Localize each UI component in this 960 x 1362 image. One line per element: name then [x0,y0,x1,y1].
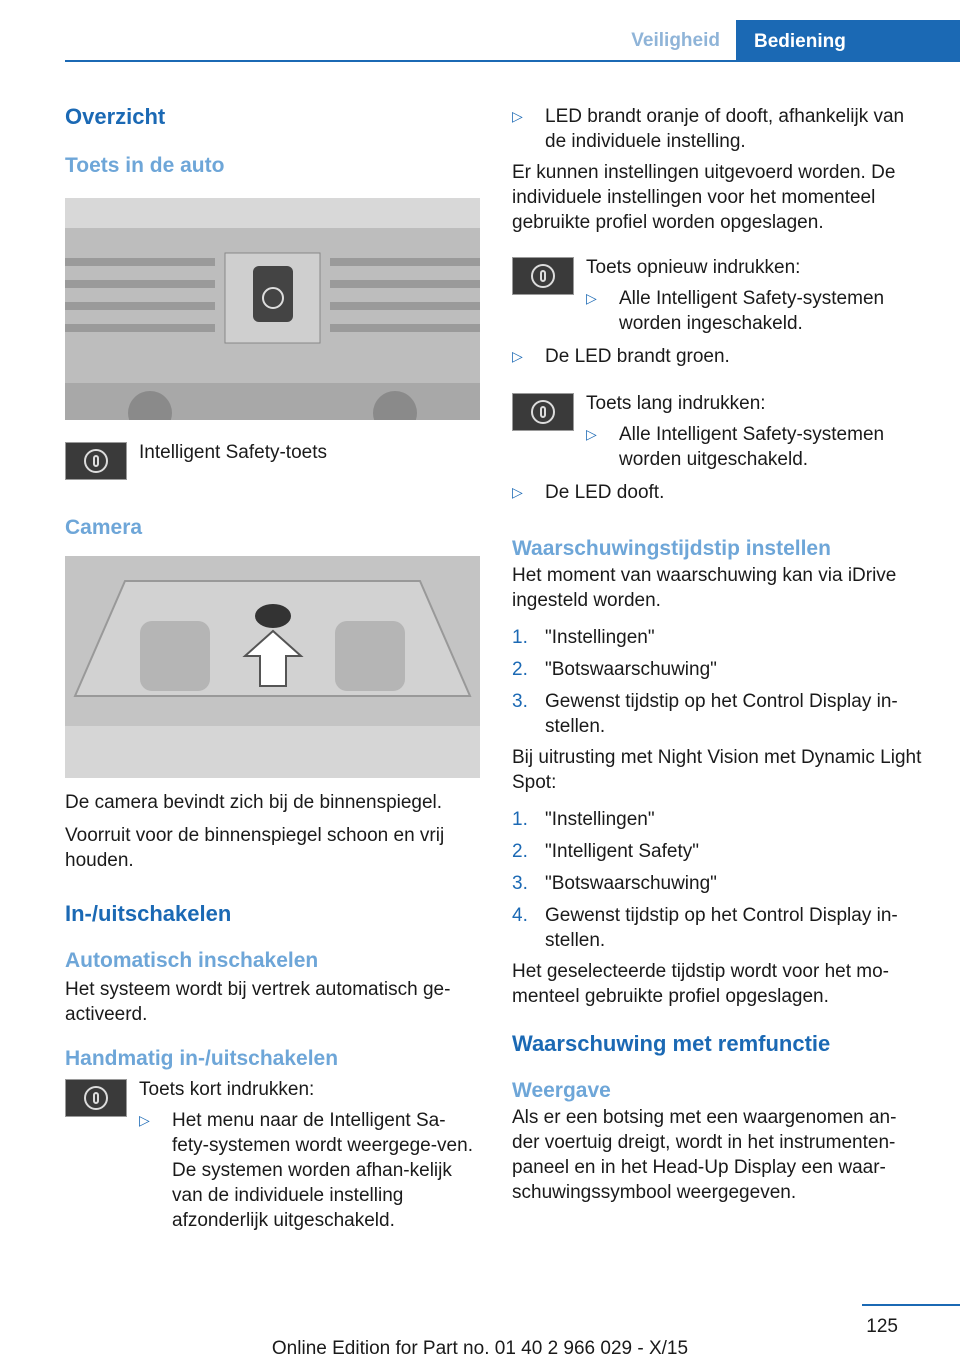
page-header [0,0,960,62]
list-item: ▷ Het menu naar de Intelligent Sa-fety-systemen wordt weergege-ven. De systemen worden afhan-kelijk van de individuele instelling afzonderlijk uitgeschakeld. [139,1110,473,1231]
bullet-icon: ▷ [586,290,597,306]
camera-photo [65,556,480,778]
long-press-row: Toets lang indrukken: ▷ Alle Intelligent Safety-systemen worden uitgeschakeld. [512,391,922,472]
dashboard-illustration [65,198,480,420]
tab-veiligheid[interactable]: Veiligheid [631,30,720,51]
list-item: 1. "Instellingen" [512,809,655,830]
short-press-text: Toets kort indrukken: [139,1079,315,1100]
list-item: ▷ De LED brandt groen. [512,346,730,367]
list-item: 2. "Intelligent Safety" [512,841,699,862]
heading-camera: Camera [65,516,143,539]
heading-in-uitschakelen: In-/uitschakelen [65,901,232,926]
heading-toets-in-de-auto: Toets in de auto [65,154,225,177]
automatisch-text: Het systeem wordt bij vertrek automatisch ge-activeerd. [65,979,451,1025]
list-item: ▷ Alle Intelligent Safety-systemen worden uitgeschakeld. [586,424,885,470]
bullet-icon: ▷ [512,484,523,500]
tab-bediening[interactable]: Bediening [736,20,960,62]
bullet-icon: ▷ [586,426,597,442]
list-item: 3. "Botswaarschuwing" [512,873,717,894]
safety-key-icon-again [512,257,574,295]
dashboard-photo [65,198,480,420]
list-item: 2. "Botswaarschuwing" [512,659,717,680]
camera-illustration [65,556,480,778]
footer-rule [862,1304,960,1306]
list-item: ▷ De LED dooft. [512,482,665,503]
list-item: 3. Gewenst tijdstip op het Control Display in-stellen. [512,691,898,737]
steps-list-1 [512,625,922,739]
selected-time-text: Het geselecteerde tijdstip wordt voor het mo-menteel gebruikte profiel opgeslagen. [512,961,890,1007]
safety-key-row [65,440,480,480]
weergave-text: Als er een botsing met een waargenomen an-der voertuig dreigt, wordt in het instrumenten-paneel en in het Head-Up Display een waar-schuwingssymbool weergegeven. [512,1107,897,1203]
bullet-icon: ▷ [139,1112,150,1128]
safety-key-icon-short [65,1079,127,1117]
short-press-row [65,1077,480,1233]
list-item: 4. Gewenst tijdstip op het Control Display in-stellen. [512,905,898,951]
heading-handmatig: Handmatig in-/uitschakelen [65,1047,339,1070]
heading-remfunctie: Waarschuwing met remfunctie [512,1031,831,1056]
night-vision-text: Bij uitrusting met Night Vision met Dynamic Light Spot: [512,747,922,793]
heading-weergave: Weergave [512,1079,611,1102]
heading-overzicht: Overzicht [65,104,166,129]
camera-text-2: Voorruit voor de binnenspiegel schoon en vrij houden. [65,825,445,871]
list-item: 1. "Instellingen" [512,627,655,648]
safety-key-icon [65,442,127,480]
safety-key-icon-long [512,393,574,431]
page-number: 125 [866,1316,898,1337]
heading-automatisch: Automatisch inschakelen [65,949,319,972]
press-again-row: Toets opnieuw indrukken: ▷ Alle Intelligent Safety-systemen worden ingeschakeld. [512,255,922,336]
edition-note: Online Edition for Part no. 01 40 2 966 029 - X/15 [271,1338,689,1359]
settings-text: Er kunnen instellingen uitgevoerd worden. De individuele instellingen voor het momenteel gebruikte profiel worden opgeslagen. [512,162,896,233]
list-item: ▷ LED brandt oranje of dooft, afhankelijk van de individuele instelling. [512,106,905,152]
bullet-icon: ▷ [512,348,523,364]
bullet-icon: ▷ [512,108,523,124]
left-column [65,100,480,1233]
safety-key-label: Intelligent Safety-toets [139,442,327,463]
waarschuwing-text: Het moment van waarschuwing kan via iDrive ingesteld worden. [512,565,897,611]
header-rule [65,60,960,62]
steps-list-2 [512,807,922,953]
right-column [512,104,922,1205]
list-item: ▷ Alle Intelligent Safety-systemen worden ingeschakeld. [586,288,885,334]
heading-waarschuwingstijdstip: Waarschuwingstijdstip instellen [512,537,831,560]
camera-text-1: De camera bevindt zich bij de binnenspiegel. [65,792,443,813]
